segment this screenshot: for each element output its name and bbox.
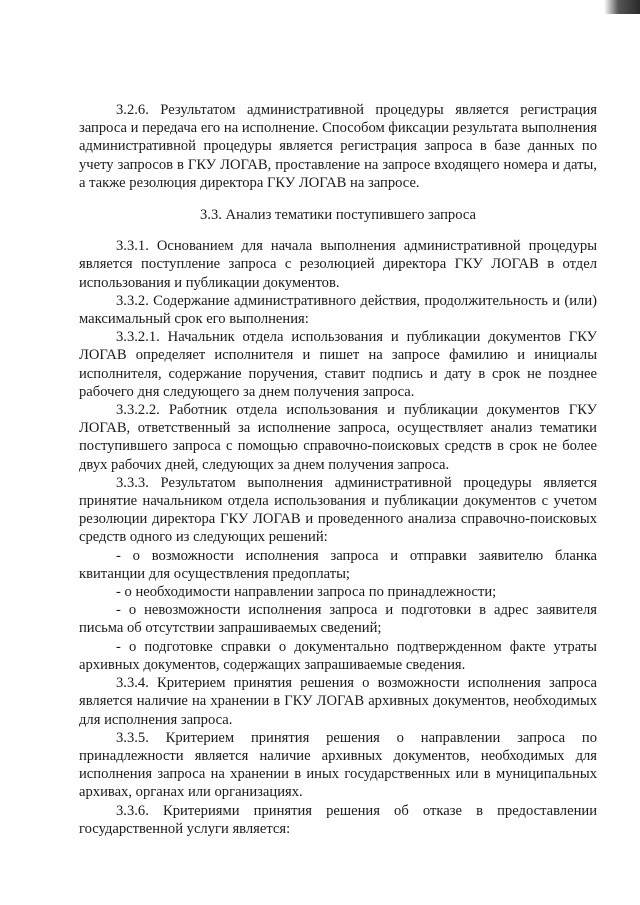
paragraph-3-3-5: 3.3.5. Критерием принятия решения о направлении запроса по принадлежности является наличие архивных документов, необходимых для исполнения запроса на хранении в иных государственных или в муниципальных архивах, органах или организациях. — [79, 729, 597, 801]
document-body — [79, 101, 597, 838]
scan-edge-mark — [604, 0, 640, 14]
list-item-redirect: - о необходимости направлении запроса по принадлежности; — [116, 584, 497, 601]
paragraph-3-3-2-1: 3.3.2.1. Начальник отдела использования и публикации документов ГКУ ЛОГАВ определяет исполнителя и пишет на запросе фамилию и инициалы исполнителя, содержание поручения, ставит подпись и дату в срок не позднее рабочего дня следующего за днем получения запроса. — [79, 329, 597, 400]
section-heading-3-3: 3.3. Анализ тематики поступившего запроса — [200, 207, 476, 224]
list-item-possibility: - о возможности исполнения запроса и отправки заявителю бланка квитанции для осуществления предоплаты; — [79, 547, 597, 582]
paragraph-3-2-6: 3.2.6. Результатом административной процедуры является регистрация запроса и передача его на исполнение. Способом фиксации результата выполнения административной процедуры является регистрация запроса в базе данных по учету запросов в ГКУ ЛОГАВ, проставление на запросе входящего номера и даты, а также резолюция директора ГКУ ЛОГАВ на запросе. — [79, 102, 597, 191]
paragraph-3-3-3: 3.3.3. Результатом выполнения административной процедуры является принятие начальником отдела использования и публикации документов с учетом резолюции директора ГКУ ЛОГАВ и проведенного анализа справочно-поисковых средств одного из следующих решений: — [79, 474, 597, 546]
list-item-impossibility: - о невозможности исполнения запроса и подготовки в адрес заявителя письма об отсутствии запрашиваемых сведений; — [79, 602, 597, 637]
list-item-loss-certificate: - о подготовке справки о документально подтвержденном факте утраты архивных документов, содержащих запрашиваемые сведения. — [79, 638, 597, 673]
paragraph-3-3-2: 3.3.2. Содержание административного действия, продолжительность и (или) максимальный срок его выполнения: — [79, 292, 597, 328]
paragraph-3-3-6: 3.3.6. Критериями принятия решения об отказе в предоставлении государственной услуги является: — [79, 802, 597, 837]
paragraph-3-3-4: 3.3.4. Критерием принятия решения о возможности исполнения запроса является наличие на хранении в ГКУ ЛОГАВ архивных документов, необходимых для исполнения запроса. — [79, 675, 597, 728]
paragraph-3-3-2-2: 3.3.2.2. Работник отдела использования и публикации документов ГКУ ЛОГАВ, ответственный за исполнение запроса, осуществляет анализ тематики поступившего запроса с помощью справочно-поисковых средств в срок не более двух рабочих дней, следующих за днем получения запроса. — [79, 402, 597, 473]
paragraph-3-3-1: 3.3.1. Основанием для начала выполнения административной процедуры является поступление запроса с резолюцией директора ГКУ ЛОГАВ в отдел использования и публикации документов. — [79, 238, 597, 291]
